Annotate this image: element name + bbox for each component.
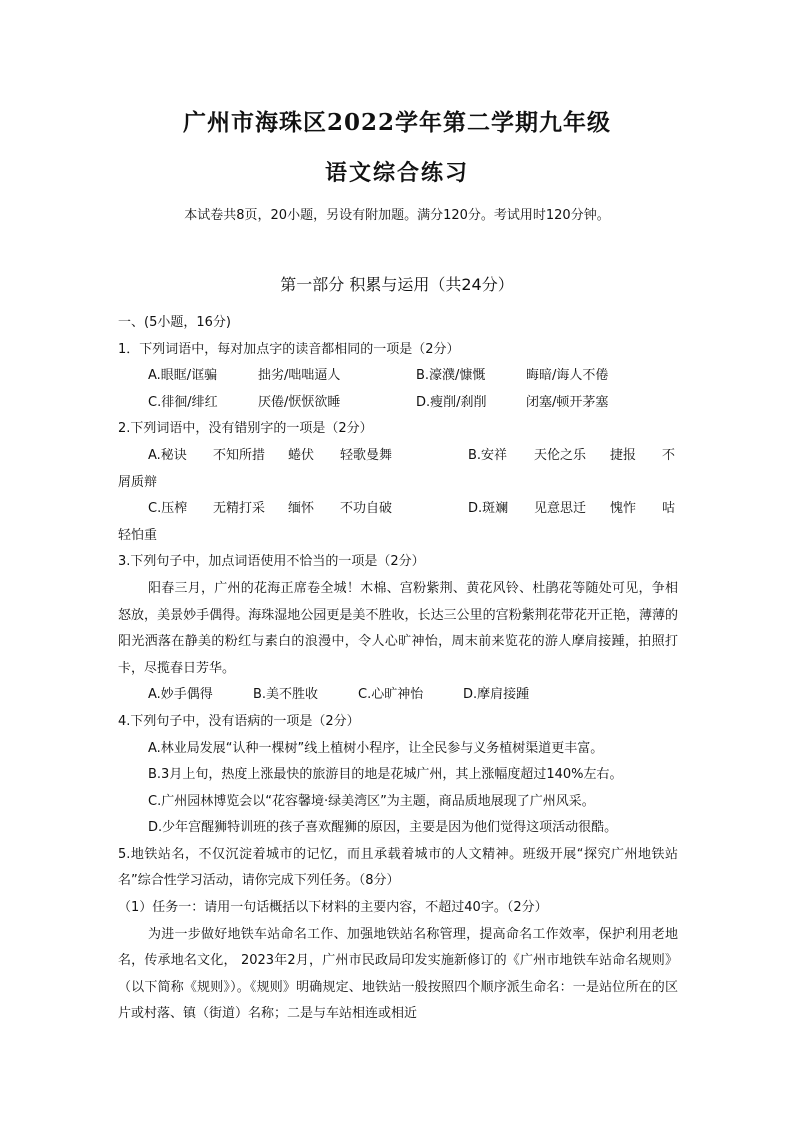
q2-options-row2 (118, 496, 678, 523)
q4-option-b: B.3月上旬，热度上涨最快的旅游目的地是花城广州，其上涨幅度超过140%左右。 (148, 767, 623, 783)
q4-option-d: D.少年宫醒狮特训班的孩子喜欢醒狮的原因，主要是因为他们觉得这项活动很酷。 (148, 820, 618, 836)
q3-option-b: B.美不胜收 (253, 687, 319, 703)
q1-options-row2 (118, 390, 678, 417)
q2-option-c-word2: 无精打采 (213, 501, 266, 517)
q1-option-a: A.眼眶/诓骗 (148, 368, 218, 384)
q2-option-b-word3: 捷报 (610, 447, 637, 463)
q2-option-c-word4: 不功自破 (340, 501, 393, 517)
q2-option-c-word3: 缅怀 (288, 501, 315, 517)
q1-option-a-2: 拙劣/咄咄逼人 (258, 368, 341, 384)
q2-option-d-wrap: 轻怕重 (118, 527, 158, 543)
q1-options-row1 (118, 363, 678, 390)
q1-option-b-2: 晦暗/诲人不倦 (526, 368, 609, 384)
exam-title: 广州市海珠区2022学年第二学期九年级 (182, 109, 611, 136)
q1-option-b: B.濠濮/慷慨 (416, 368, 486, 384)
q3-option-d: D.摩肩接踵 (463, 687, 530, 703)
q3-option-c: C.心旷神怡 (358, 687, 424, 703)
q3-options-row (118, 682, 678, 709)
q2-option-d: D.斑斓 (468, 501, 509, 517)
exam-body (118, 310, 678, 1028)
q2-option-b-word4: 不 (662, 447, 676, 463)
section-title: 第一部分 积累与运用（共24分） (280, 275, 514, 294)
q2-option-b-word2: 天伦之乐 (534, 447, 587, 463)
q2-options-row1 (118, 443, 678, 470)
q2-option-a-word3: 蜷伏 (288, 447, 315, 463)
exam-subtitle: 语文综合练习 (324, 160, 469, 186)
q2-option-d-word4: 咕 (662, 501, 676, 517)
q2-option-d-word2: 见意思迁 (534, 501, 587, 517)
group-label: 一、(5小题，16分) (118, 315, 231, 330)
q4-option-a: A.林业局发展“认种一棵树”线上植树小程序，让全民参与义务植树渠道更丰富。 (148, 740, 604, 756)
q1-option-d: D.瘦削/刹削 (416, 394, 487, 410)
q5-task1: （1）任务一：请用一句话概括以下材料的主要内容，不超过40字。（2分） (118, 900, 548, 916)
q2-option-a-word4: 轻歌曼舞 (340, 447, 393, 463)
q2-stem: 2.下列词语中，没有错别字的一项是（2分） (118, 421, 373, 437)
q3-passage: 阳春三月，广州的花海正席卷全城！木棉、宫粉紫荆、黄花风铃、杜鹃花等随处可见，争相怒放，美景妙手偶得。海珠湿地公园更是美不胜收，长达三公里的宫粉紫荆花带花开正艳，薄薄的阳光洒落在静美的粉红与素白的浪漫中，令人心旷神怡，周末前来览花的游人摩肩接踵，拍照打卡，尽揽春日芳华。 (118, 580, 678, 676)
q1-option-d-2: 闭塞/顿开茅塞 (526, 394, 609, 410)
q2-option-b: B.安祥 (468, 447, 508, 463)
q4-stem: 4.下列句子中，没有语病的一项是（2分） (118, 713, 360, 729)
q5-stem: 5.地铁站名，不仅沉淀着城市的记忆，而且承载着城市的人文精神。班级开展“探究广州地铁站名”综合性学习活动，请你完成下列任务。（8分） (118, 846, 678, 889)
q2-option-a: A.秘诀 (148, 447, 187, 463)
q1-stem: 1．下列词语中，每对加点字的读音都相同的一项是（2分） (118, 341, 460, 357)
q3-stem: 3.下列句子中，加点词语使用不恰当的一项是（2分） (118, 554, 425, 570)
exam-intro: 本试卷共8页，20小题，另设有附加题。满分120分。考试用时120分钟。 (184, 208, 610, 223)
q5-passage: 为进一步做好地铁车站命名工作、加强地铁站名称管理，提高命名工作效率，保护利用老地名，传承地名文化， 2023年2月，广州市民政局印发实施新修订的《广州市地铁车站命名规则》（以下简称《规则》）。《规则》明确规定、地铁站一般按照四个顺序派生命名：一是站位所在的区片或村落、镇（街道）名称；二是与车站相连或相近 (118, 926, 678, 1022)
q4-option-c: C.广州园林博览会以“花容馨境·绿美湾区”为主题，商品质地展现了广州风采。 (148, 793, 595, 809)
q1-option-c-2: 厌倦/恹恹欲睡 (258, 394, 341, 410)
q2-option-a-word2: 不知所措 (213, 447, 266, 463)
q2-option-d-word3: 愧怍 (610, 501, 637, 517)
q3-option-a: A.妙手偶得 (148, 687, 213, 703)
q1-option-c: C.徘徊/绯红 (148, 394, 218, 410)
q2-option-c: C.压榨 (148, 501, 188, 517)
q2-option-b-wrap: 屑质辩 (118, 474, 158, 490)
